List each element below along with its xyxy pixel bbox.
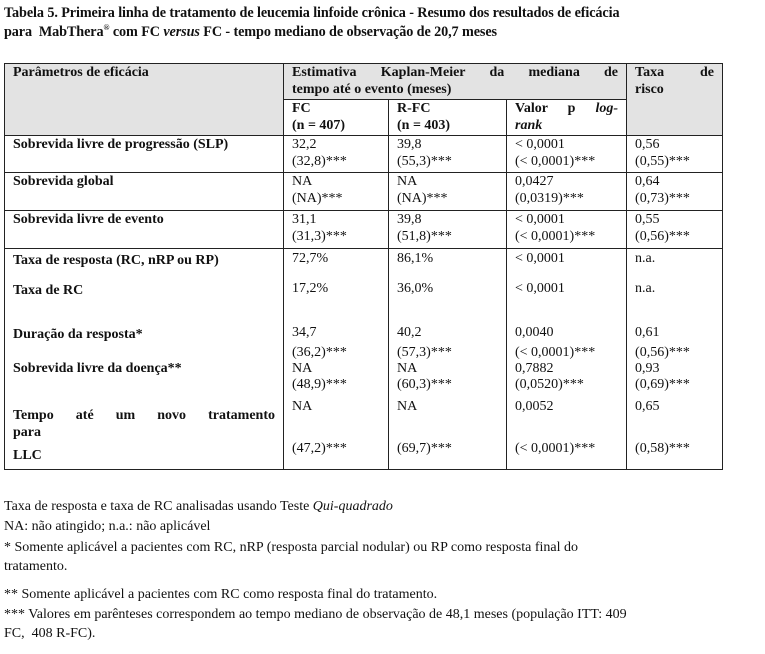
title-text: com FC xyxy=(109,24,164,40)
cell-value: (57,3)*** xyxy=(397,345,452,360)
cell-value: 0,0052 xyxy=(515,399,554,414)
header-km-line1: Estimativa Kaplan-Meier da mediana de xyxy=(292,65,619,80)
row-param: Sobrevida livre de progressão (SLP) xyxy=(5,136,284,173)
title-text: FC - tempo mediano de observação de 20,7 meses xyxy=(199,24,497,40)
footnote-1 xyxy=(4,497,764,516)
cell-value: (< 0,0001)*** xyxy=(515,345,596,360)
cell-value: NA xyxy=(397,361,418,376)
row-risk xyxy=(627,211,723,249)
cell-value: (51,8)*** xyxy=(397,229,452,244)
row-param: Sobrevida livre de evento xyxy=(5,211,284,249)
cell-value: < 0,0001 xyxy=(515,137,565,152)
cell-value: 31,1 xyxy=(292,212,317,227)
cell-value: (0,73)*** xyxy=(635,191,690,206)
row-param-line: Tempo até um novo tratamento xyxy=(13,408,275,423)
cell-value: (36,2)*** xyxy=(292,345,347,360)
cell-value: NA xyxy=(292,399,313,414)
cell-value: (0,56)*** xyxy=(635,345,690,360)
footnote-3 xyxy=(4,538,764,576)
cell-value: (47,2)*** xyxy=(292,441,347,456)
cell-value: NA xyxy=(397,399,418,414)
cell-value: < 0,0001 xyxy=(515,281,565,296)
efficacy-table xyxy=(4,63,723,470)
cell-value: (< 0,0001)*** xyxy=(515,154,596,169)
title-text: para MabThera xyxy=(4,24,104,40)
cell-value: 39,8 xyxy=(397,137,422,152)
footnote-text: Taxa de resposta e taxa de RC analisadas usando Teste xyxy=(4,499,313,514)
header-rfc xyxy=(389,100,507,136)
cell-value: 36,0% xyxy=(397,281,434,296)
header-km-line2: tempo até o evento (meses) xyxy=(292,82,452,97)
header-pvalue-italic: rank xyxy=(515,118,543,133)
row-risk xyxy=(627,136,723,173)
footnote-italic: Qui-quadrado xyxy=(312,499,393,514)
header-risk-line1: Taxa de xyxy=(635,65,715,80)
footnote-line: FC, 408 R-FC). xyxy=(4,626,96,641)
header-risk-line2: risco xyxy=(635,82,664,97)
cell-value: 40,2 xyxy=(397,325,422,340)
cell-value: (60,3)*** xyxy=(397,377,452,392)
cell-value: 34,7 xyxy=(292,325,317,340)
cell-value: (0,58)*** xyxy=(635,441,690,456)
group-rfc-col xyxy=(389,249,507,470)
cell-value: NA xyxy=(292,174,313,189)
cell-value: 39,8 xyxy=(397,212,422,227)
cell-value: (31,3)*** xyxy=(292,229,347,244)
row-param-line: para xyxy=(13,425,41,440)
header-param xyxy=(5,64,284,136)
row-rfc xyxy=(389,173,507,211)
cell-value: 17,2% xyxy=(292,281,329,296)
row-fc xyxy=(284,211,389,249)
row-param-line: LLC xyxy=(13,448,42,463)
cell-value: 86,1% xyxy=(397,251,434,266)
cell-value: 72,7% xyxy=(292,251,329,266)
row-param: Duração da resposta* xyxy=(13,327,143,342)
header-km xyxy=(284,64,627,100)
cell-value: (48,9)*** xyxy=(292,377,347,392)
cell-value: (69,7)*** xyxy=(397,441,452,456)
cell-value: n.a. xyxy=(635,281,656,296)
cell-value: < 0,0001 xyxy=(515,251,565,266)
row-pvalue xyxy=(507,136,627,173)
table-row xyxy=(5,136,723,173)
header-pvalue xyxy=(507,100,627,136)
cell-value: 0,93 xyxy=(635,361,660,376)
registered-mark: ® xyxy=(103,23,110,32)
header-param-label: Parâmetros de eficácia xyxy=(13,65,149,80)
table-row xyxy=(5,173,723,211)
cell-value: (NA)*** xyxy=(292,191,343,206)
row-rfc xyxy=(389,211,507,249)
table-group-row xyxy=(5,249,723,470)
cell-value: 0,61 xyxy=(635,325,660,340)
row-fc xyxy=(284,136,389,173)
footnote-2: NA: não atingido; n.a.: não aplicável xyxy=(4,519,211,534)
header-risk xyxy=(627,64,723,136)
row-param: Sobrevida global xyxy=(5,173,284,211)
cell-value: 0,7882 xyxy=(515,361,554,376)
row-pvalue xyxy=(507,173,627,211)
row-param: Sobrevida livre da doença** xyxy=(13,361,182,376)
header-pvalue-label: Valor p xyxy=(515,101,596,116)
table-row xyxy=(5,211,723,249)
cell-value: (0,0319)*** xyxy=(515,191,584,206)
cell-value: 0,0040 xyxy=(515,325,554,340)
header-pvalue-italic: log- xyxy=(595,101,619,116)
cell-value: (32,8)*** xyxy=(292,154,347,169)
cell-value: n.a. xyxy=(635,251,656,266)
row-param: Taxa de RC xyxy=(13,283,84,298)
title-line-2 xyxy=(4,23,764,42)
table-title xyxy=(4,4,764,42)
footnote-line: *** Valores em parênteses correspondem ao tempo mediano de observação de 48,1 meses (população ITT: 409 xyxy=(4,607,627,622)
cell-value: 0,0427 xyxy=(515,174,554,189)
cell-value: (0,56)*** xyxy=(635,229,690,244)
footnote-5 xyxy=(4,605,764,643)
group-param-col xyxy=(5,249,284,470)
header-fc xyxy=(284,100,389,136)
cell-value: (NA)*** xyxy=(397,191,448,206)
footnote-line: * Somente aplicável a pacientes com RC, nRP (resposta parcial nodular) ou RP como resposta final do xyxy=(4,540,578,555)
header-fc-label: FC xyxy=(292,101,311,116)
row-fc xyxy=(284,173,389,211)
header-row xyxy=(5,64,723,100)
cell-value: (< 0,0001)*** xyxy=(515,441,596,456)
row-param: Taxa de resposta (RC, nRP ou RP) xyxy=(13,253,219,268)
title-italic: versus xyxy=(163,24,200,40)
footnote-4: ** Somente aplicável a pacientes com RC como resposta final do tratamento. xyxy=(4,587,438,602)
cell-value: 32,2 xyxy=(292,137,317,152)
cell-value: (55,3)*** xyxy=(397,154,452,169)
cell-value: (0,69)*** xyxy=(635,377,690,392)
row-pvalue xyxy=(507,211,627,249)
cell-value: NA xyxy=(292,361,313,376)
cell-value: NA xyxy=(397,174,418,189)
cell-value: 0,64 xyxy=(635,174,660,189)
header-fc-n: (n = 407) xyxy=(292,118,346,133)
header-rfc-n: (n = 403) xyxy=(397,118,451,133)
group-fc-col xyxy=(284,249,389,470)
cell-value: 0,65 xyxy=(635,399,660,414)
title-line-1: Tabela 5. Primeira linha de tratamento de leucemia linfoide crônica - Resumo dos resultados de eficácia xyxy=(4,5,620,21)
group-pvalue-col xyxy=(507,249,627,470)
cell-value: (0,0520)*** xyxy=(515,377,584,392)
cell-value: 0,55 xyxy=(635,212,660,227)
cell-value: (0,55)*** xyxy=(635,154,690,169)
footnote-line: tratamento. xyxy=(4,559,68,574)
row-risk xyxy=(627,173,723,211)
row-rfc xyxy=(389,136,507,173)
group-risk-col xyxy=(627,249,723,470)
header-rfc-label: R-FC xyxy=(397,101,431,116)
cell-value: < 0,0001 xyxy=(515,212,565,227)
cell-value: 0,56 xyxy=(635,137,660,152)
cell-value: (< 0,0001)*** xyxy=(515,229,596,244)
